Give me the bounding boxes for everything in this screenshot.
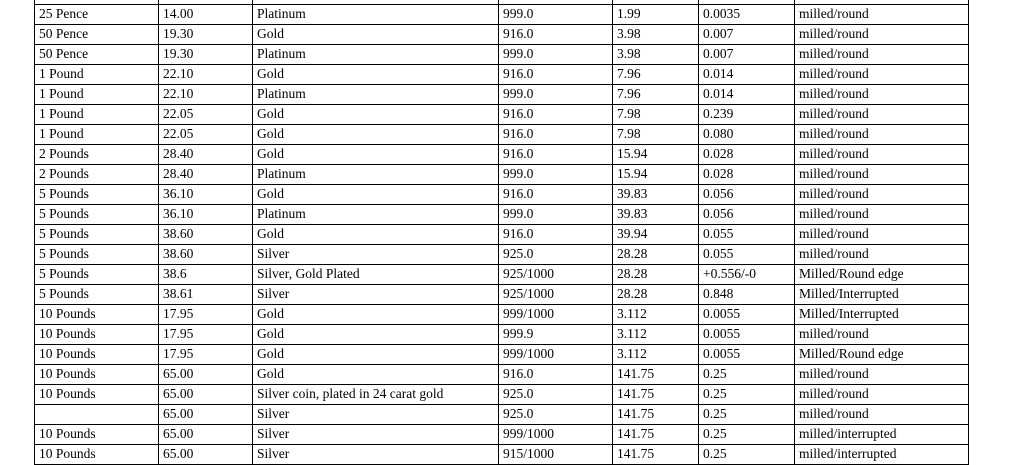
cell-denomination: 5 Pounds (35, 265, 159, 285)
cell-metal: Platinum (253, 85, 499, 105)
coin-specifications-table (34, 0, 969, 465)
cell-diameter: 36.10 (159, 205, 253, 225)
cell-thickness: 0.080 (699, 125, 795, 145)
cell-edge: milled/round (795, 165, 969, 185)
cell-metal: Silver (253, 405, 499, 425)
cell-denomination: 50 Pence (35, 45, 159, 65)
cell-weight: 28.28 (613, 245, 699, 265)
cell-fineness: 916.0 (499, 365, 613, 385)
cell-thickness: 0.25 (699, 385, 795, 405)
cell-metal: Platinum (253, 45, 499, 65)
table-row (35, 225, 969, 245)
cell-fineness: 999/1000 (499, 425, 613, 445)
cell-metal: Gold (253, 125, 499, 145)
cell-diameter: 14.00 (159, 5, 253, 25)
cell-denomination (35, 405, 159, 425)
cell-thickness: 0.0055 (699, 345, 795, 365)
table-row-partial-bottom-body (35, 445, 969, 465)
cell-diameter: 17.95 (159, 305, 253, 325)
table-row (35, 405, 969, 425)
cell-weight: 3.112 (613, 325, 699, 345)
table-row (35, 345, 969, 365)
cell-metal: Gold (253, 185, 499, 205)
cell-edge: milled/interrupted (795, 425, 969, 445)
cell-metal: Silver (253, 285, 499, 305)
table-row (35, 165, 969, 185)
table-row (35, 425, 969, 445)
cell-diameter: 65.00 (159, 385, 253, 405)
cell-edge: milled/round (795, 365, 969, 385)
cell-weight: 15.94 (613, 145, 699, 165)
cell-denomination: 25 Pence (35, 5, 159, 25)
cell-edge: milled/round (795, 145, 969, 165)
cell-weight: 39.83 (613, 185, 699, 205)
cell-metal: Gold (253, 145, 499, 165)
coin-specifications-table-container (34, 0, 968, 465)
cell-weight: 28.28 (613, 265, 699, 285)
cell-thickness: 0.0055 (699, 325, 795, 345)
cell-metal: Gold (253, 25, 499, 45)
cell-metal: Gold (253, 65, 499, 85)
cell-thickness: 0.055 (699, 245, 795, 265)
cell-edge: Milled/Interrupted (795, 305, 969, 325)
cell-diameter: 22.05 (159, 105, 253, 125)
cell-weight: 141.75 (613, 425, 699, 445)
cell-diameter: 38.61 (159, 285, 253, 305)
cell-metal: Silver (253, 425, 499, 445)
cell-edge: milled/round (795, 225, 969, 245)
table-row (35, 325, 969, 345)
cell-denomination: 50 Pence (35, 25, 159, 45)
cell-denomination: 2 Pounds (35, 145, 159, 165)
cell-diameter: 65.00 (159, 365, 253, 385)
cell-edge: milled/round (795, 105, 969, 125)
cell-metal: Gold (253, 365, 499, 385)
cell-edge: milled/round (795, 245, 969, 265)
cell-fineness: 999.0 (499, 5, 613, 25)
table-row (35, 105, 969, 125)
cell-metal: Gold (253, 225, 499, 245)
cell-diameter: 65.00 (159, 425, 253, 445)
cell-metal: Silver (253, 245, 499, 265)
cell-diameter: 65.00 (159, 405, 253, 425)
table-row (35, 365, 969, 385)
cell-metal: Gold (253, 305, 499, 325)
cell-thickness: 0.028 (699, 165, 795, 185)
cell-denomination: 5 Pounds (35, 185, 159, 205)
cell-fineness: 916.0 (499, 65, 613, 85)
cell-diameter: 38.6 (159, 265, 253, 285)
table-row (35, 45, 969, 65)
cell-metal: Silver coin, plated in 24 carat gold (253, 385, 499, 405)
cell-thickness: 0.014 (699, 65, 795, 85)
cell-denomination: 5 Pounds (35, 205, 159, 225)
cell-weight: 1.99 (613, 5, 699, 25)
cell-diameter: 65.00 (159, 445, 253, 465)
cell-fineness: 915/1000 (499, 445, 613, 465)
cell-weight: 3.98 (613, 45, 699, 65)
cell-thickness: 0.25 (699, 445, 795, 465)
table-row (35, 5, 969, 25)
cell-denomination: 10 Pounds (35, 385, 159, 405)
cell-fineness: 916.0 (499, 225, 613, 245)
cell-denomination: 10 Pounds (35, 325, 159, 345)
cell-thickness: 0.056 (699, 205, 795, 225)
table-rows (35, 5, 969, 445)
cell-diameter: 28.40 (159, 145, 253, 165)
cell-fineness: 999.0 (499, 205, 613, 225)
cell-fineness: 999/1000 (499, 305, 613, 325)
cell-edge: milled/round (795, 125, 969, 145)
cell-diameter: 22.10 (159, 85, 253, 105)
cell-edge: milled/round (795, 185, 969, 205)
cell-diameter: 22.10 (159, 65, 253, 85)
cell-fineness: 925/1000 (499, 285, 613, 305)
table-row (35, 245, 969, 265)
cell-weight: 28.28 (613, 285, 699, 305)
cell-edge: milled/round (795, 65, 969, 85)
cell-denomination: 10 Pounds (35, 445, 159, 465)
cell-edge: Milled/Round edge (795, 345, 969, 365)
cell-denomination: 10 Pounds (35, 345, 159, 365)
cell-thickness: 0.25 (699, 425, 795, 445)
cell-weight: 141.75 (613, 385, 699, 405)
cell-fineness: 916.0 (499, 185, 613, 205)
cell-denomination: 1 Pound (35, 105, 159, 125)
cell-fineness: 916.0 (499, 145, 613, 165)
table-row (35, 185, 969, 205)
cell-weight: 3.112 (613, 305, 699, 325)
cell-thickness: 0.25 (699, 365, 795, 385)
cell-metal: Gold (253, 325, 499, 345)
table-row (35, 205, 969, 225)
cell-thickness: 0.0035 (699, 5, 795, 25)
cell-metal: Gold (253, 105, 499, 125)
cell-weight: 3.98 (613, 25, 699, 45)
table-row (35, 265, 969, 285)
cell-denomination: 5 Pounds (35, 225, 159, 245)
cell-weight: 7.96 (613, 85, 699, 105)
scan-left-margin (0, 0, 34, 416)
cell-metal: Platinum (253, 165, 499, 185)
cell-edge: milled/round (795, 5, 969, 25)
cell-metal: Silver, Gold Plated (253, 265, 499, 285)
cell-fineness: 999.9 (499, 325, 613, 345)
cell-denomination: 1 Pound (35, 85, 159, 105)
cell-denomination: 10 Pounds (35, 365, 159, 385)
cell-diameter: 38.60 (159, 245, 253, 265)
cell-fineness: 925.0 (499, 385, 613, 405)
cell-edge: milled/round (795, 405, 969, 425)
cell-denomination: 5 Pounds (35, 285, 159, 305)
cell-thickness: 0.028 (699, 145, 795, 165)
cell-weight: 7.98 (613, 105, 699, 125)
cell-thickness: 0.055 (699, 225, 795, 245)
table-row (35, 305, 969, 325)
table-row-partial-bottom (35, 445, 969, 465)
cell-weight: 141.75 (613, 445, 699, 465)
cell-fineness: 999.0 (499, 165, 613, 185)
cell-diameter: 17.95 (159, 345, 253, 365)
cell-metal: Platinum (253, 5, 499, 25)
cell-edge: Milled/Interrupted (795, 285, 969, 305)
cell-diameter: 38.60 (159, 225, 253, 245)
cell-edge: milled/round (795, 325, 969, 345)
cell-fineness: 999.0 (499, 45, 613, 65)
cell-thickness: 0.007 (699, 45, 795, 65)
table-row (35, 145, 969, 165)
cell-weight: 7.96 (613, 65, 699, 85)
cell-thickness: 0.007 (699, 25, 795, 45)
cell-diameter: 17.95 (159, 325, 253, 345)
cell-diameter: 19.30 (159, 25, 253, 45)
cell-fineness: 925.0 (499, 405, 613, 425)
cell-thickness: 0.056 (699, 185, 795, 205)
cell-weight: 39.94 (613, 225, 699, 245)
cell-weight: 39.83 (613, 205, 699, 225)
cell-metal: Platinum (253, 205, 499, 225)
cell-edge: milled/interrupted (795, 445, 969, 465)
cell-thickness: +0.556/-0 (699, 265, 795, 285)
table-row (35, 65, 969, 85)
cell-weight: 15.94 (613, 165, 699, 185)
cell-weight: 141.75 (613, 405, 699, 425)
cell-weight: 3.112 (613, 345, 699, 365)
cell-diameter: 22.05 (159, 125, 253, 145)
cell-thickness: 0.25 (699, 405, 795, 425)
cell-diameter: 36.10 (159, 185, 253, 205)
cell-metal: Silver (253, 445, 499, 465)
cell-edge: milled/round (795, 45, 969, 65)
cell-thickness: 0.848 (699, 285, 795, 305)
cell-diameter: 19.30 (159, 45, 253, 65)
scan-right-margin (968, 0, 1024, 416)
cell-denomination: 2 Pounds (35, 165, 159, 185)
cell-weight: 141.75 (613, 365, 699, 385)
cell-diameter: 28.40 (159, 165, 253, 185)
cell-denomination: 1 Pound (35, 65, 159, 85)
cell-edge: Milled/Round edge (795, 265, 969, 285)
cell-denomination: 10 Pounds (35, 425, 159, 445)
table-row (35, 285, 969, 305)
cell-edge: milled/round (795, 25, 969, 45)
table-row (35, 25, 969, 45)
cell-thickness: 0.0055 (699, 305, 795, 325)
cell-fineness: 916.0 (499, 25, 613, 45)
cell-thickness: 0.014 (699, 85, 795, 105)
cell-fineness: 925.0 (499, 245, 613, 265)
cell-edge: milled/round (795, 205, 969, 225)
cell-denomination: 10 Pounds (35, 305, 159, 325)
cell-thickness: 0.239 (699, 105, 795, 125)
table-row (35, 385, 969, 405)
cell-edge: milled/round (795, 385, 969, 405)
cell-metal: Gold (253, 345, 499, 365)
cell-edge: milled/round (795, 85, 969, 105)
cell-fineness: 999/1000 (499, 345, 613, 365)
table-row (35, 125, 969, 145)
cell-fineness: 999.0 (499, 85, 613, 105)
cell-fineness: 916.0 (499, 125, 613, 145)
cell-fineness: 925/1000 (499, 265, 613, 285)
cell-denomination: 5 Pounds (35, 245, 159, 265)
table-row (35, 85, 969, 105)
cell-denomination: 1 Pound (35, 125, 159, 145)
cell-fineness: 916.0 (499, 105, 613, 125)
cell-weight: 7.98 (613, 125, 699, 145)
